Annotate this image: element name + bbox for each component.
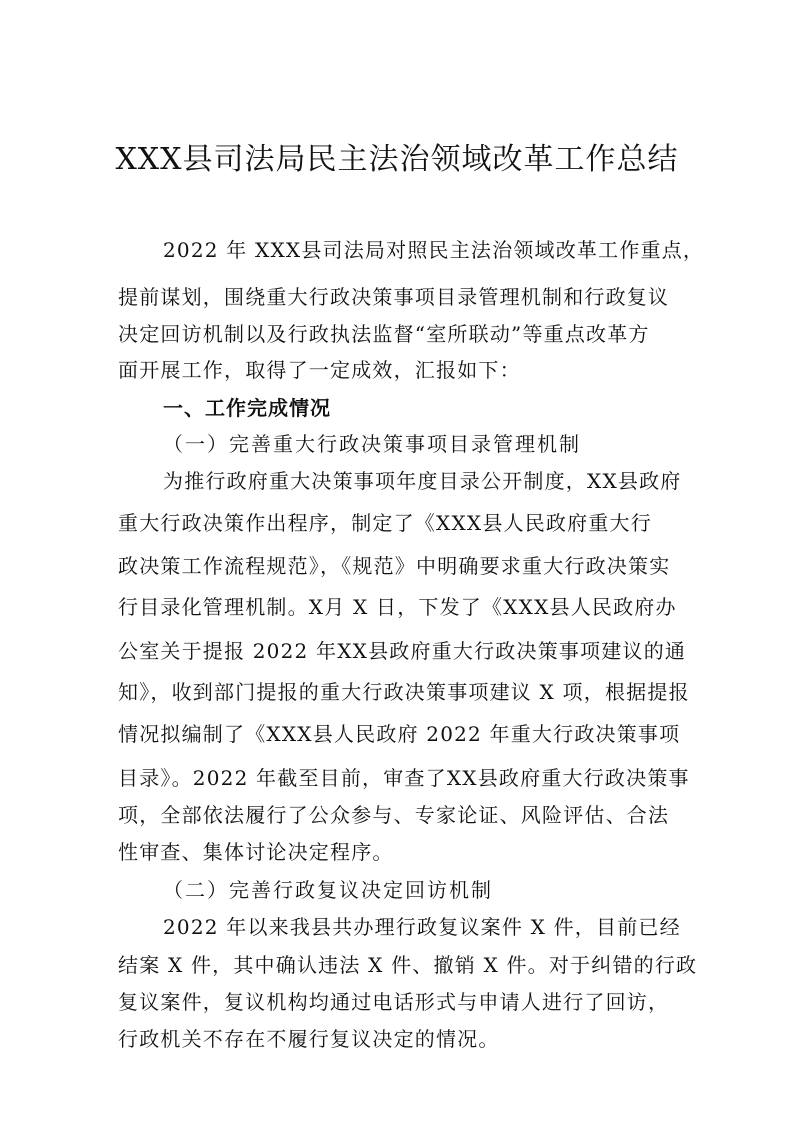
paragraph-line: 目录》。2022 年截至目前，审查了XX县政府重大行政决策事 <box>118 766 690 790</box>
paragraph-line: 项，全部依法履行了公众参与、专家论证、风险评估、合法 <box>118 803 670 827</box>
paragraph-line: 政决策工作流程规范》，《规范》中明确要求重大行政决策实 <box>118 554 671 578</box>
paragraph-line: 性审查、集体讨论决定程序。 <box>118 840 394 864</box>
paragraph-line: 公室关于提报 2022 年XX县政府重大行政决策事项建议的通 <box>118 639 687 663</box>
paragraph-line: 重大行政决策作出程序，制定了《XXX县人民政府重大行 <box>118 511 652 535</box>
paragraph-line: 2022 年 XXX县司法局对照民主法治领域改革工作重点， <box>163 238 705 262</box>
paragraph-line: 知》，收到部门提报的重大行政决策事项建议 X 项，根据提报 <box>118 680 690 704</box>
subsection-heading: （二）完善行政复议决定回访机制 <box>163 878 493 902</box>
paragraph-line: 情况拟编制了《XXX县人民政府 2022 年重大行政决策事项 <box>118 722 681 746</box>
paragraph-line: 行政机关不存在不履行复议决定的情况。 <box>118 1027 500 1051</box>
paragraph-line: 决定回访机制以及行政执法监督“室所联动”等重点改革方 <box>118 322 650 346</box>
paragraph-line: 2022 年以来我县共办理行政复议案件 X 件，目前已经 <box>163 915 681 939</box>
paragraph-line: 行目录化管理机制。X月 X 日，下发了《XXX县人民政府办 <box>118 595 677 619</box>
paragraph-line: 面开展工作，取得了一定成效，汇报如下： <box>118 358 521 382</box>
document-title: XXX县司法局民主法治领域改革工作总结 <box>115 142 679 177</box>
subsection-heading: （一）完善重大行政决策事项目录管理机制 <box>163 432 581 456</box>
paragraph-line: 结案 X 件，其中确认违法 X 件、撤销 X 件。对于纠错的行政 <box>118 953 698 977</box>
section-heading: 一、工作完成情况 <box>163 396 331 420</box>
paragraph-line: 提前谋划，围绕重大行政决策事项目录管理机制和行政复议 <box>118 285 670 309</box>
paragraph-line: 为推行政府重大决策事项年度目录公开制度，XX县政府 <box>163 469 682 493</box>
paragraph-line: 复议案件，复议机构均通过电话形式与申请人进行了回访， <box>118 990 670 1014</box>
